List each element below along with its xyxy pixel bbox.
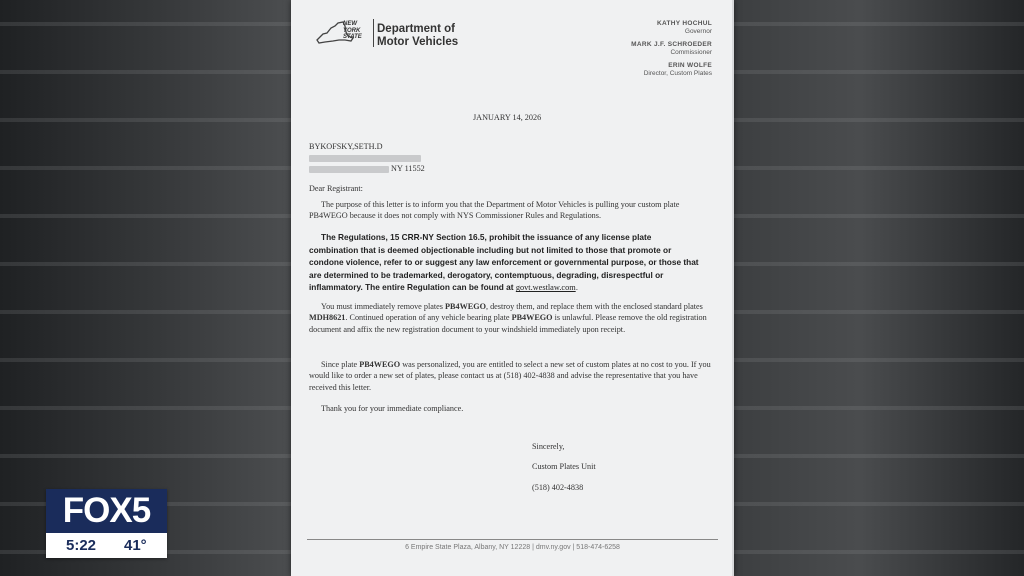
official-name: ERIN WOLFE xyxy=(668,62,712,69)
paragraph-purpose: The purpose of this letter is to inform you that the Department of Motor Vehicles is pulling your custom plate PB4WEGO because it does not comply with NYS Commissioner Rules and Regulations. xyxy=(309,200,680,221)
paragraph-replacement: Since plate PB4WEGO was personalized, you are entitled to select a new set of custom plates at no cost to you. If you would like to order a new set of plates, please contact us at (518) 402-4838 and advise the representative that you have received this letter. xyxy=(309,360,711,392)
broadcast-time: 5:22 xyxy=(66,537,97,554)
paragraph-thanks: Thank you for your immediate compliance. xyxy=(321,404,464,413)
time-temp-bar xyxy=(46,533,167,558)
department-name: Department of Motor Vehicles xyxy=(377,23,459,48)
letter-footer: 6 Empire State Plaza, Albany, NY 12228 | dmv.ny.gov | 518-474-6258 xyxy=(405,544,620,551)
letter-date: JANUARY 14, 2026 xyxy=(473,113,542,122)
temperature: 41° xyxy=(124,537,147,554)
officials-list xyxy=(631,20,712,83)
closing: Sincerely, xyxy=(532,442,565,451)
signoff-unit: Custom Plates Unit xyxy=(532,462,596,471)
letterhead-divider xyxy=(373,19,374,47)
signoff-phone: (518) 402-4838 xyxy=(532,483,584,492)
recipient-street-redacted xyxy=(309,152,421,163)
dmv-letter xyxy=(291,0,734,576)
footer-divider xyxy=(307,539,718,540)
official-name: KATHY HOCHUL xyxy=(657,20,712,27)
salutation: Dear Registrant: xyxy=(309,184,363,193)
official-title: Governor xyxy=(684,28,712,35)
state-mark: NEW YORK STATE xyxy=(343,21,362,40)
westlaw-link: govt.westlaw.com xyxy=(515,283,576,293)
recipient-city-line: NY 11552 xyxy=(309,163,425,174)
paragraph-instructions: You must immediately remove plates PB4WEGO, destroy them, and replace them with the enclosed standard plates MDH8621. Continued operation of any vehicle bearing plate PB4WEGO is unlawful. Please remove the old registration document and affix the new registration document to your windshield immediately upon receipt. xyxy=(309,302,707,334)
fox5-brand: FOX5 xyxy=(46,489,167,533)
recipient-name: BYKOFSKY,SETH.D xyxy=(309,142,383,151)
official-name: MARK J.F. SCHROEDER xyxy=(631,41,712,48)
paragraph-regulations: The Regulations, 15 CRR-NY Section 16.5, prohibit the issuance of any license plate combination that is deemed objectionable including but not limited to those that promote or condone violence, refer to or suggest any law enforcement or governmental purpose, or those that are determined to be trademarked, derogatory, contemptuous, degrading, disrespectful or inflammatory. The entire Regulation can be found at govt.westlaw.com. xyxy=(309,232,699,293)
official-title: Director, Custom Plates xyxy=(643,70,712,77)
fox5-logo-bug xyxy=(46,489,167,558)
official-title: Commissioner xyxy=(670,49,712,56)
